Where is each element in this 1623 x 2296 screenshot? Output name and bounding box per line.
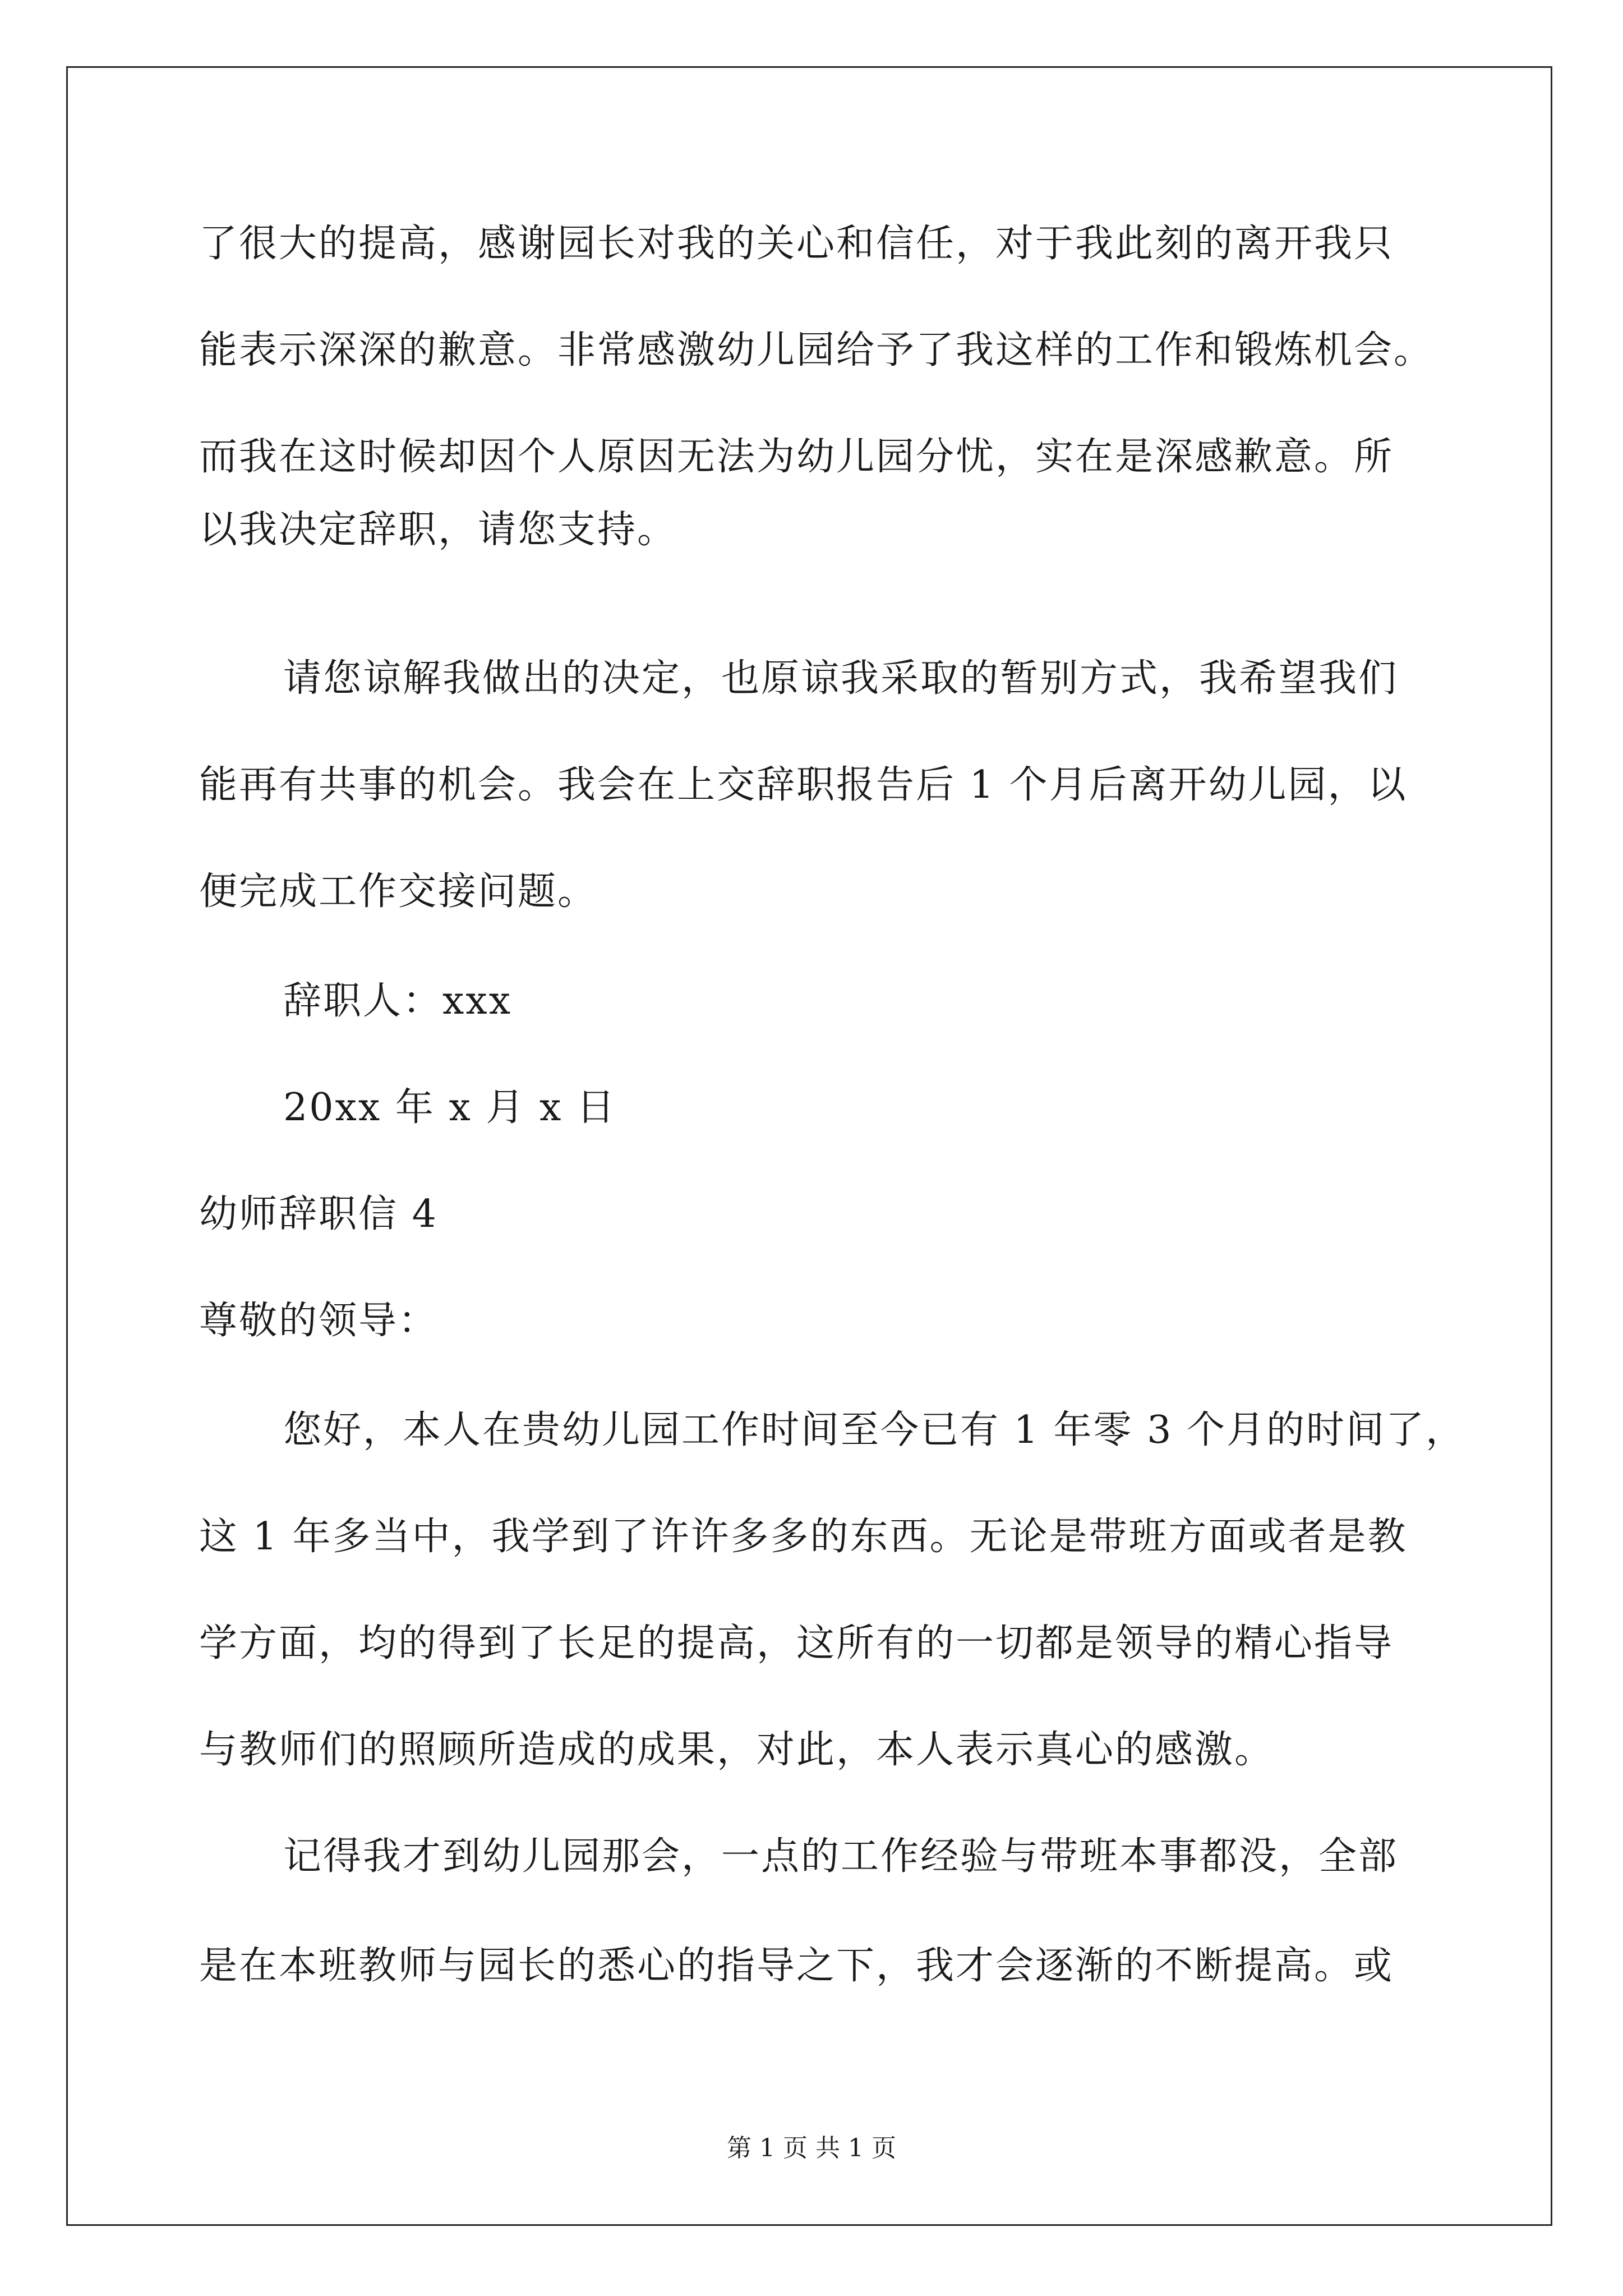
text-line: 能表示深深的歉意。非常感激幼儿园给予了我这样的工作和锻炼机会。 [199,328,1434,372]
text-line: 以我决定辞职，请您支持。 [199,508,677,552]
page-number: 第 1 页 共 1 页 [727,2134,896,2162]
signature-line: 辞职人：xxx [283,979,513,1023]
text-line: 请您谅解我做出的决定，也原谅我采取的暂别方式，我希望我们 [283,656,1399,701]
text-line: 记得我才到幼儿园那会，一点的工作经验与带班本事都没，全部 [283,1834,1399,1879]
date-line: 20xx 年 x 月 x 日 [283,1085,617,1130]
text-line: 与教师们的照顾所造成的成果，对此，本人表示真心的感激。 [199,1728,1275,1772]
text-line: 了很大的提高，感谢园长对我的关心和信任，对于我此刻的离开我只 [199,222,1394,266]
text-line: 这 1 年多当中，我学到了许许多多的东西。无论是带班方面或者是教 [199,1515,1408,1559]
salutation: 尊敬的领导： [199,1299,439,1343]
text-line: 便完成工作交接问题。 [199,869,598,914]
section-title: 幼师辞职信 4 [199,1192,438,1236]
page-border [66,66,1552,2226]
text-line: 能再有共事的机会。我会在上交辞职报告后 1 个月后离开幼儿园，以 [199,763,1408,807]
text-line: 而我在这时候却因个人原因无法为幼儿园分忧，实在是深感歉意。所 [199,435,1394,479]
text-line: 您好，本人在贵幼儿园工作时间至今已有 1 年零 3 个月的时间了， [283,1408,1465,1452]
text-line: 是在本班教师与园长的悉心的指导之下，我才会逐渐的不断提高。或 [199,1944,1394,1988]
text-line: 学方面，均的得到了长足的提高，这所有的一切都是领导的精心指导 [199,1621,1394,1665]
